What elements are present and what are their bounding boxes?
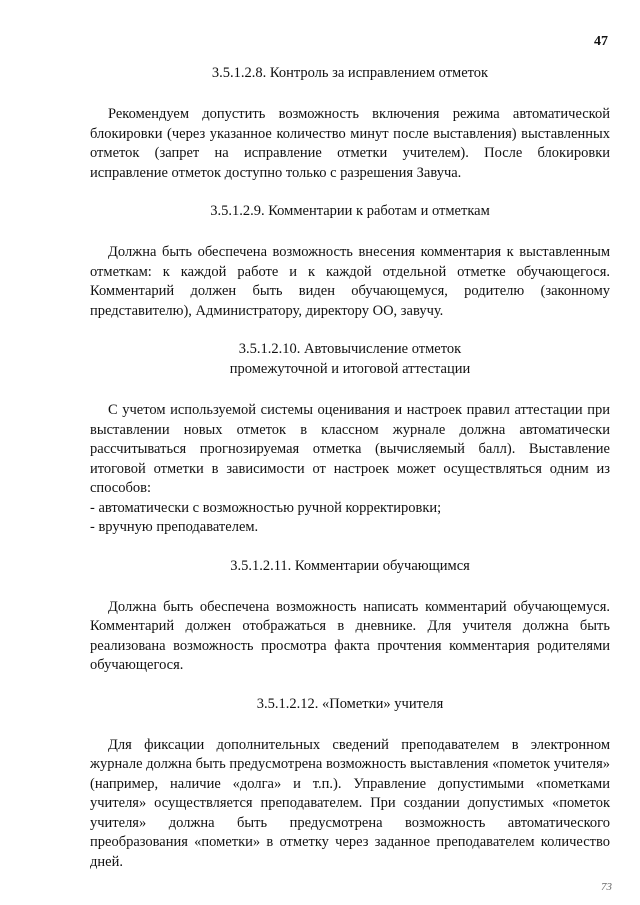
section-title-line-1: 3.5.1.2.10. Автовычисление отметок [238, 341, 462, 357]
section-paragraph: Должна быть обеспечена возможность написать комментарий обучающемуся. Комментарий должен отображаться в дневнике. Для учителя должна быть реализована возможность просмотра факта прочтения комментария родителями обучающегося. [90, 598, 610, 673]
section-paragraph: Должна быть обеспечена возможность внесения комментария к выставленным отметкам: к каждой работе и к каждой отдельной отметке обучающегося. Комментарий должен быть виден обучающемуся, родителю (законному представителю), Администратору, директору ОО, завучу. [90, 244, 610, 319]
section-title: 3.5.1.2.12. «Пометки» учителя [256, 695, 444, 712]
section-auto-calculation [90, 339, 610, 538]
section-paragraph: Рекомендуем допустить возможность включения режима автоматической блокировки (через указанное количество минут после выставления) выставленных отметок (запрет на исправление отметки учителем). После блокировки исправление отметок доступно только с разрешения Завуча. [90, 106, 610, 181]
section-title: 3.5.1.2.8. Контроль за исправлением отметок [211, 65, 489, 81]
section-title: 3.5.1.2.11. Комментарии обучающимся [230, 557, 470, 574]
section-title: 3.5.1.2.9. Комментарии к работам и отметкам [210, 203, 490, 219]
section-title [90, 339, 610, 379]
section-paragraph: С учетом используемой системы оценивания и настроек правил аттестации при выставлении новых отметок в классном журнале должна автоматически рассчитываться прогнозируемая отметка (вычисляемый балл). Выставление итоговой отметки в зависимости от настроек может осуществляться одним из способов: [90, 402, 610, 496]
document-body [90, 63, 610, 872]
section-paragraph: Для фиксации дополнительных сведений преподавателем в электронном журнале должна быть предусмотрена возможность выставления «пометок учителя» (например, наличие «долга» и т.п.). Управление допустимыми «пометками учителя» осуществляется преподавателем. При создании допустимых «пометок учителя» должна быть предусмотрена возможность автоматического преобразования «пометки» в отметку через заданное преподавателем количество дней. [90, 736, 610, 870]
section-student-comments [90, 556, 610, 676]
list-item: - автоматически с возможностью ручной корректировки; [90, 499, 442, 516]
methods-list [90, 499, 610, 538]
page-number: 47 [594, 34, 608, 49]
section-comments-on-works [90, 201, 610, 321]
list-item: - вручную преподавателем. [90, 519, 259, 535]
section-title-line-2: промежуточной и итоговой аттестации [229, 361, 471, 377]
section-grade-correction-control [90, 63, 610, 183]
section-teacher-notes [90, 694, 610, 873]
handwritten-page-mark: 73 [601, 881, 612, 893]
